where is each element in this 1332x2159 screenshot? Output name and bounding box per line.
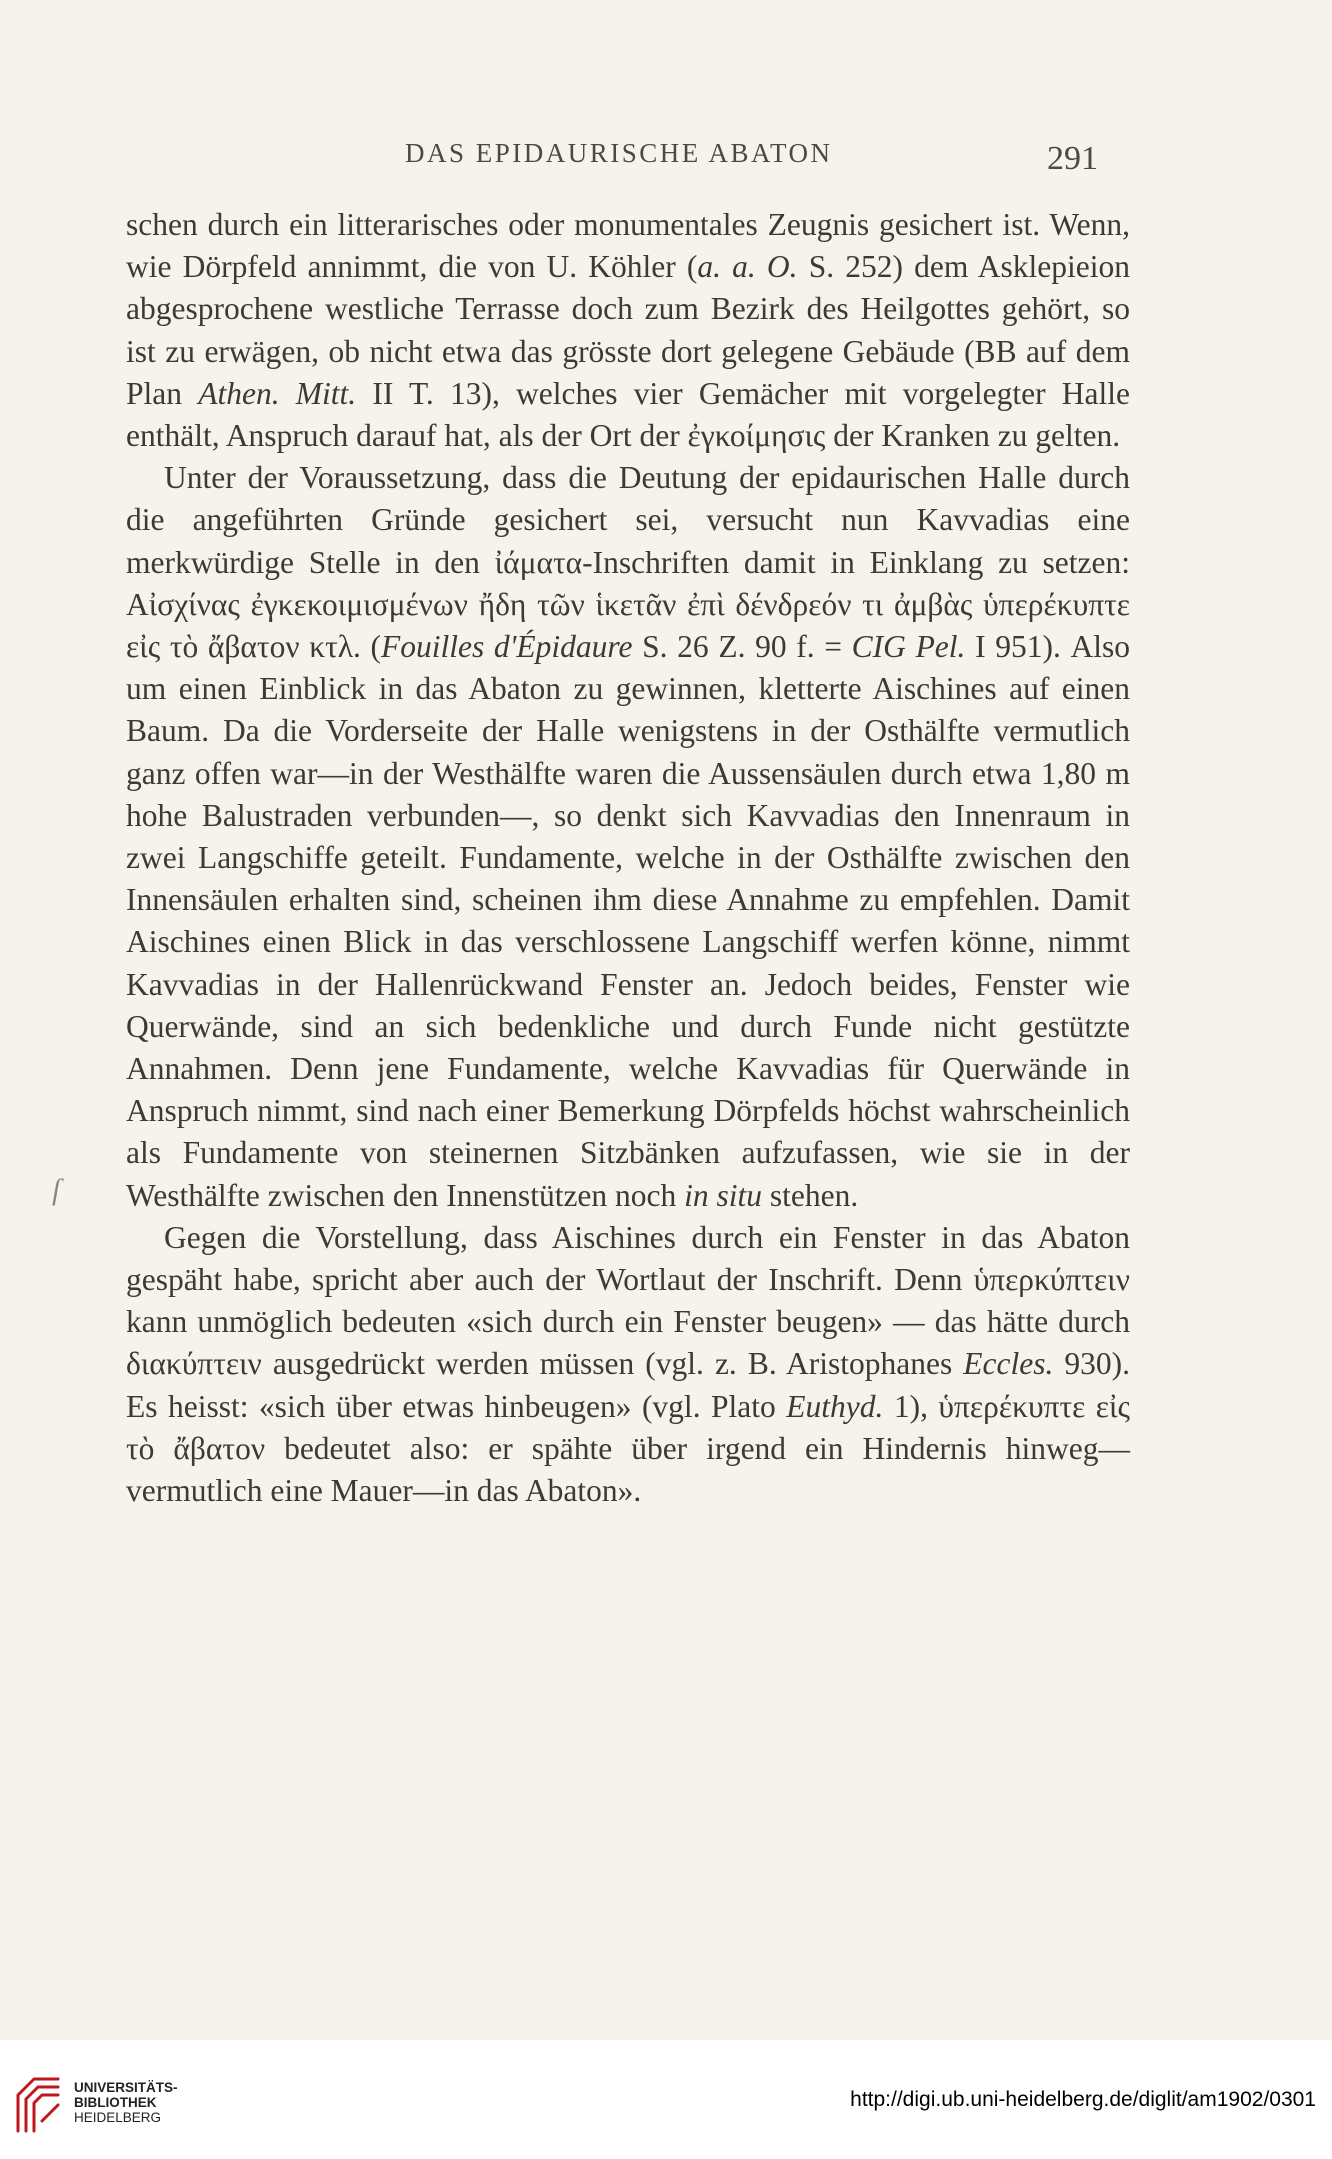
permalink-url[interactable]: http://digi.ub.uni-heidelberg.de/diglit/am1902/0301 xyxy=(850,2088,1316,2111)
library-logo-icon xyxy=(14,2075,62,2135)
body-text xyxy=(126,204,1130,1512)
page-number: 291 xyxy=(1047,140,1098,177)
running-head-title: DAS EPIDAURISCHE ABATON xyxy=(405,138,833,168)
paragraph-1: schen durch ein litterarisches oder monumentales Zeugnis gesichert ist. Wenn, wie Dörpfeld annimmt, die von U. Köhler (a. a. O. S. 252) dem Asklepieion abgesprochene westliche Terrasse doch zum Bezirk des Heilgottes gehört, so ist zu erwägen, ob nicht etwa das grösste dort gelegene Gebäude (BB auf dem Plan Athen. Mitt. II T. 13), welches vier Gemächer mit vorgelegter Halle enthält, Anspruch darauf hat, als der Ort der ἐγκοίμησις der Kranken zu gelten. xyxy=(126,207,1130,454)
library-name: UNIVERSITÄTS- BIBLIOTHEK HEIDELBERG xyxy=(74,2080,178,2125)
margin-annotation: ſ xyxy=(52,1173,61,1206)
running-head xyxy=(0,138,1332,178)
footer-bar xyxy=(0,2040,1332,2159)
paragraph-2: Unter der Voraussetzung, dass die Deutung der epidaurischen Halle durch die angeführten Gründe gesichert sei, versucht nun Kavvadias eine merkwürdige Stelle in den ἰάματα-Inschriften damit in Einklang zu setzen: Αἰσχίνας ἐγκεκοιμισμένων ἤδη τῶν ἱκετᾶν ἐπὶ δένδρεόν τι ἀμβὰς ὑπερέκυπτε εἰς τὸ ἄβατον κτλ. (Fouilles d'Épidaure S. 26 Z. 90 f. = CIG Pel. I 951). Also um einen Einblick in das Abaton zu gewinnen, kletterte Aischines auf einen Baum. Da die Vorderseite der Halle wenigstens in der Osthälfte vermutlich ganz offen war—in der Westhälfte waren die Aussensäulen durch etwa 1,80 m hohe Balustraden verbunden—, so denkt sich Kavvadias den Innenraum in zwei Langschiffe geteilt. Fundamente, welche in der Osthälfte zwischen den Innensäulen erhalten sind, scheinen ihm diese Annahme zu empfehlen. Damit Aischines einen Blick in das verschlossene Langschiff werfen könne, nimmt Kavvadias in der Hallenrückwand Fenster an. Jedoch beides, Fenster wie Querwände, sind an sich bedenkliche und durch Funde nicht gestützte Annahmen. Denn jene Fundamente, welche Kavvadias für Querwände in Anspruch nimmt, sind nach einer Bemerkung Dörpfelds höchst wahrscheinlich als Fundamente von steinernen Sitzbänken aufzufassen, wie sie in der Westhälfte zwischen den Innenstützen noch in situ stehen. xyxy=(126,460,1130,1213)
paragraph-3: Gegen die Vorstellung, dass Aischines durch ein Fenster in das Abaton gespäht habe, spricht aber auch der Wortlaut der Inschrift. Denn ὑπερκύπτειν kann unmöglich bedeuten «sich durch ein Fenster beugen» — das hätte durch διακύπτειν ausgedrückt werden müssen (vgl. z. B. Aristophanes Eccles. 930). Es heisst: «sich über etwas hinbeugen» (vgl. Plato Euthyd. 1), ὑπερέκυπτε εἰς τὸ ἄβατον bedeutet also: er spähte über irgend ein Hindernis hinweg—vermutlich eine Mauer—in das Abaton». xyxy=(126,1219,1130,1509)
